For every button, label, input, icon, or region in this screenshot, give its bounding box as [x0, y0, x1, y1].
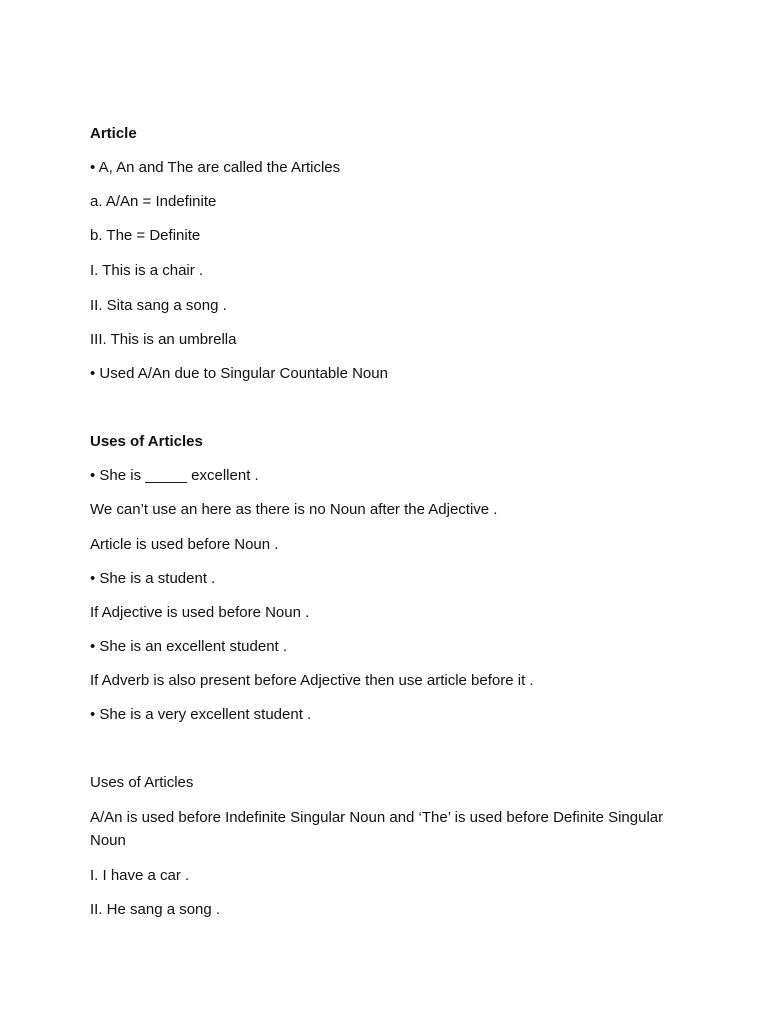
text-line: a. A/An = Indefinite [90, 193, 217, 210]
text-line: • Used A/An due to Singular Countable Noun [90, 365, 388, 382]
text-line: I. I have a car . [90, 867, 190, 884]
text-line: • She is a student . [90, 570, 216, 587]
text-line: • She is a very excellent student . [90, 706, 312, 723]
section-heading-article: Article [90, 125, 137, 142]
text-line: • A, An and The are called the Articles [90, 159, 341, 176]
text-line: I. This is a chair . [90, 262, 204, 279]
text-line: III. This is an umbrella [90, 331, 237, 348]
section-heading-uses-of-articles: Uses of Articles [90, 433, 203, 450]
text-line: II. He sang a song . [90, 901, 221, 918]
text-line: We can’t use an here as there is no Noun after the Adjective . [90, 501, 498, 518]
text-paragraph: A/An is used before Indefinite Singular Noun and ‘The’ is used before Definite Singular Noun [90, 809, 664, 849]
section-heading-uses-of-articles-2: Uses of Articles [90, 774, 194, 791]
text-line: If Adverb is also present before Adjective then use article before it . [90, 672, 534, 689]
text-line: • She is _____ excellent . [90, 467, 259, 484]
text-line: If Adjective is used before Noun . [90, 604, 310, 621]
text-line: b. The = Definite [90, 227, 201, 244]
text-line: • She is an excellent student . [90, 638, 288, 655]
text-line: II. Sita sang a song . [90, 297, 227, 314]
text-line: Article is used before Noun . [90, 536, 279, 553]
